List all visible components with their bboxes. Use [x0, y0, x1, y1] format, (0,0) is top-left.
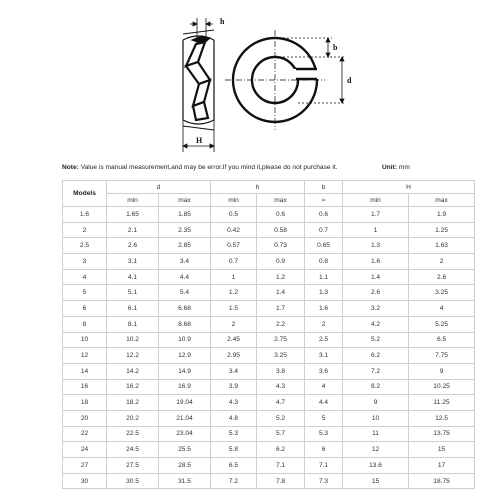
cell-d-min: 4.1: [107, 269, 159, 285]
cell-h-max: 1.4: [257, 285, 305, 301]
cell-H-max: 10.25: [409, 379, 475, 395]
table-row: [63, 254, 475, 270]
cell-h-max: 3.8: [257, 363, 305, 379]
header-d: d: [107, 181, 211, 194]
cell-h-max: 2.2: [257, 316, 305, 332]
cell-H-max: 5.25: [409, 316, 475, 332]
cell-b-approx: 3.1: [305, 348, 343, 364]
table-row: [63, 348, 475, 364]
cell-H-max: 1.63: [409, 238, 475, 254]
cell-H-max: 3.25: [409, 285, 475, 301]
washer-side-view: [183, 30, 214, 130]
cell-d-min: 16.2: [107, 379, 159, 395]
cell-H-max: 1.25: [409, 222, 475, 238]
cell-model: 5: [63, 285, 107, 301]
table-row: [63, 395, 475, 411]
cell-model: 16: [63, 379, 107, 395]
cell-h-min: 3.9: [211, 379, 257, 395]
cell-h-min: 1: [211, 269, 257, 285]
cell-d-max: 21.04: [159, 410, 211, 426]
cell-d-max: 2.85: [159, 238, 211, 254]
subheader-b-approx: ≈: [305, 194, 343, 207]
cell-b-approx: 4: [305, 379, 343, 395]
cell-H-min: 6.2: [343, 348, 409, 364]
cell-d-min: 24.5: [107, 442, 159, 458]
cell-h-max: 4.7: [257, 395, 305, 411]
cell-H-max: 1.9: [409, 207, 475, 223]
cell-H-min: 9: [343, 395, 409, 411]
cell-h-max: 0.73: [257, 238, 305, 254]
cell-h-min: 0.42: [211, 222, 257, 238]
cell-d-max: 23.04: [159, 426, 211, 442]
header-h: h: [211, 181, 305, 194]
label-b: b: [333, 43, 338, 52]
cell-h-min: 4.8: [211, 410, 257, 426]
cell-d-max: 3.4: [159, 254, 211, 270]
cell-H-min: 1.3: [343, 238, 409, 254]
table-row: [63, 332, 475, 348]
cell-d-max: 31.5: [159, 473, 211, 489]
cell-H-max: 2: [409, 254, 475, 270]
dimension-b: [275, 38, 332, 57]
cell-h-min: 4.3: [211, 395, 257, 411]
cell-H-max: 11.25: [409, 395, 475, 411]
note-row: [62, 160, 474, 178]
cell-H-max: 17: [409, 458, 475, 474]
table-row: [63, 285, 475, 301]
cell-model: 8: [63, 316, 107, 332]
cell-b-approx: 5: [305, 410, 343, 426]
cell-model: 24: [63, 442, 107, 458]
cell-b-approx: 2.5: [305, 332, 343, 348]
cell-d-max: 6.68: [159, 301, 211, 317]
cell-H-max: 12.5: [409, 410, 475, 426]
note-label: Note:: [62, 164, 79, 171]
table-row: [63, 238, 475, 254]
cell-d-min: 22.5: [107, 426, 159, 442]
cell-H-min: 1.4: [343, 269, 409, 285]
cell-b-approx: 3.6: [305, 363, 343, 379]
cell-h-max: 0.58: [257, 222, 305, 238]
cell-model: 20: [63, 410, 107, 426]
dimension-table: [62, 180, 475, 489]
cell-H-min: 11: [343, 426, 409, 442]
table-row: [63, 269, 475, 285]
cell-d-min: 1.65: [107, 207, 159, 223]
cell-h-max: 5.2: [257, 410, 305, 426]
subheader-d-min: min: [107, 194, 159, 207]
cell-d-max: 19.04: [159, 395, 211, 411]
cell-h-min: 1.5: [211, 301, 257, 317]
header-b: b: [305, 181, 343, 194]
cell-h-max: 6.2: [257, 442, 305, 458]
cell-b-approx: 1.1: [305, 269, 343, 285]
cell-h-min: 5.8: [211, 442, 257, 458]
cell-d-min: 2.6: [107, 238, 159, 254]
cell-d-min: 10.2: [107, 332, 159, 348]
cell-b-approx: 1.6: [305, 301, 343, 317]
cell-h-min: 7.2: [211, 473, 257, 489]
label-h: h: [220, 17, 225, 26]
table-body: [63, 207, 475, 489]
cell-b-approx: 0.6: [305, 207, 343, 223]
cell-h-min: 5.3: [211, 426, 257, 442]
cell-model: 1.6: [63, 207, 107, 223]
cell-d-min: 20.2: [107, 410, 159, 426]
cell-d-max: 2.35: [159, 222, 211, 238]
cell-d-max: 10.9: [159, 332, 211, 348]
cell-h-min: 2: [211, 316, 257, 332]
table-row: [63, 363, 475, 379]
table-row: [63, 442, 475, 458]
table-row: [63, 301, 475, 317]
cell-H-min: 2.6: [343, 285, 409, 301]
cell-model: 18: [63, 395, 107, 411]
table-row: [63, 473, 475, 489]
cell-H-min: 1.7: [343, 207, 409, 223]
cell-model: 12: [63, 348, 107, 364]
cell-h-max: 7.1: [257, 458, 305, 474]
cell-d-min: 14.2: [107, 363, 159, 379]
cell-model: 2.5: [63, 238, 107, 254]
table-subheader-row: [63, 194, 475, 207]
cell-h-max: 2.75: [257, 332, 305, 348]
unit-label-key: Unit:: [382, 164, 398, 171]
cell-H-max: 9: [409, 363, 475, 379]
cell-H-max: 4: [409, 301, 475, 317]
cell-h-max: 1.7: [257, 301, 305, 317]
table-row: [63, 207, 475, 223]
table-row: [63, 410, 475, 426]
cell-model: 2: [63, 222, 107, 238]
cell-d-max: 28.5: [159, 458, 211, 474]
models-header: Models: [63, 181, 107, 207]
table-row: [63, 222, 475, 238]
cell-d-min: 30.5: [107, 473, 159, 489]
subheader-H-max: max: [409, 194, 475, 207]
cell-h-min: 0.5: [211, 207, 257, 223]
cell-H-max: 6.5: [409, 332, 475, 348]
cell-d-min: 12.2: [107, 348, 159, 364]
subheader-h-max: max: [257, 194, 305, 207]
cell-H-max: 13.75: [409, 426, 475, 442]
unit-label: [382, 164, 410, 171]
cell-d-min: 27.5: [107, 458, 159, 474]
cell-d-max: 25.5: [159, 442, 211, 458]
cell-H-min: 4.2: [343, 316, 409, 332]
cell-h-min: 6.5: [211, 458, 257, 474]
cell-b-approx: 1.3: [305, 285, 343, 301]
cell-d-max: 14.9: [159, 363, 211, 379]
cell-model: 3: [63, 254, 107, 270]
cell-H-min: 7.2: [343, 363, 409, 379]
cell-d-max: 12.9: [159, 348, 211, 364]
table-row: [63, 426, 475, 442]
cell-d-max: 1.85: [159, 207, 211, 223]
cell-b-approx: 7.3: [305, 473, 343, 489]
cell-d-min: 3.1: [107, 254, 159, 270]
table-row: [63, 458, 475, 474]
cell-H-min: 15: [343, 473, 409, 489]
cell-H-max: 2.6: [409, 269, 475, 285]
cell-model: 6: [63, 301, 107, 317]
cell-h-max: 7.8: [257, 473, 305, 489]
label-H: H: [196, 136, 203, 145]
cell-d-max: 5.4: [159, 285, 211, 301]
cell-b-approx: 0.65: [305, 238, 343, 254]
cell-H-min: 5.2: [343, 332, 409, 348]
cell-d-max: 16.9: [159, 379, 211, 395]
cell-b-approx: 5.3: [305, 426, 343, 442]
cell-H-min: 10: [343, 410, 409, 426]
cell-h-max: 0.9: [257, 254, 305, 270]
cell-d-min: 2.1: [107, 222, 159, 238]
cell-b-approx: 0.8: [305, 254, 343, 270]
cell-h-max: 3.25: [257, 348, 305, 364]
cell-h-min: 2.45: [211, 332, 257, 348]
cell-b-approx: 2: [305, 316, 343, 332]
cell-h-min: 0.7: [211, 254, 257, 270]
cell-d-min: 5.1: [107, 285, 159, 301]
cell-h-max: 1.2: [257, 269, 305, 285]
cell-model: 4: [63, 269, 107, 285]
cell-d-min: 8.1: [107, 316, 159, 332]
note-text: [62, 164, 338, 171]
cell-b-approx: 4.4: [305, 395, 343, 411]
cell-model: 27: [63, 458, 107, 474]
cell-h-max: 4.3: [257, 379, 305, 395]
table-row: [63, 379, 475, 395]
cell-d-max: 4.4: [159, 269, 211, 285]
cell-H-min: 1: [343, 222, 409, 238]
subheader-d-max: max: [159, 194, 211, 207]
cell-model: 14: [63, 363, 107, 379]
cell-h-min: 3.4: [211, 363, 257, 379]
cell-H-min: 13.6: [343, 458, 409, 474]
cell-H-max: 18.75: [409, 473, 475, 489]
cell-H-max: 15: [409, 442, 475, 458]
washer-technical-drawing: [0, 0, 480, 156]
cell-H-max: 7.75: [409, 348, 475, 364]
cell-H-min: 3.2: [343, 301, 409, 317]
cell-d-min: 6.1: [107, 301, 159, 317]
cell-h-max: 5.7: [257, 426, 305, 442]
washer-front-view: [225, 30, 325, 130]
subheader-H-min: min: [343, 194, 409, 207]
cell-b-approx: 7.1: [305, 458, 343, 474]
cell-h-min: 2.95: [211, 348, 257, 364]
dimension-h: [190, 18, 213, 38]
label-d: d: [347, 76, 352, 85]
cell-h-min: 0.57: [211, 238, 257, 254]
subheader-h-min: min: [211, 194, 257, 207]
table-row: [63, 316, 475, 332]
unit-value: mm: [397, 164, 410, 171]
cell-model: 30: [63, 473, 107, 489]
cell-h-min: 1.2: [211, 285, 257, 301]
cell-H-min: 12: [343, 442, 409, 458]
table-header-row: [63, 181, 475, 194]
cell-H-min: 8.2: [343, 379, 409, 395]
cell-model: 10: [63, 332, 107, 348]
cell-d-min: 18.2: [107, 395, 159, 411]
note-body: Value is manual measurement,and may be error.If you mind it,please do not purchase it.: [78, 164, 338, 171]
header-H: H: [343, 181, 475, 194]
cell-h-max: 0.6: [257, 207, 305, 223]
cell-H-min: 1.6: [343, 254, 409, 270]
cell-b-approx: 6: [305, 442, 343, 458]
cell-model: 22: [63, 426, 107, 442]
cell-d-max: 8.68: [159, 316, 211, 332]
cell-b-approx: 0.7: [305, 222, 343, 238]
